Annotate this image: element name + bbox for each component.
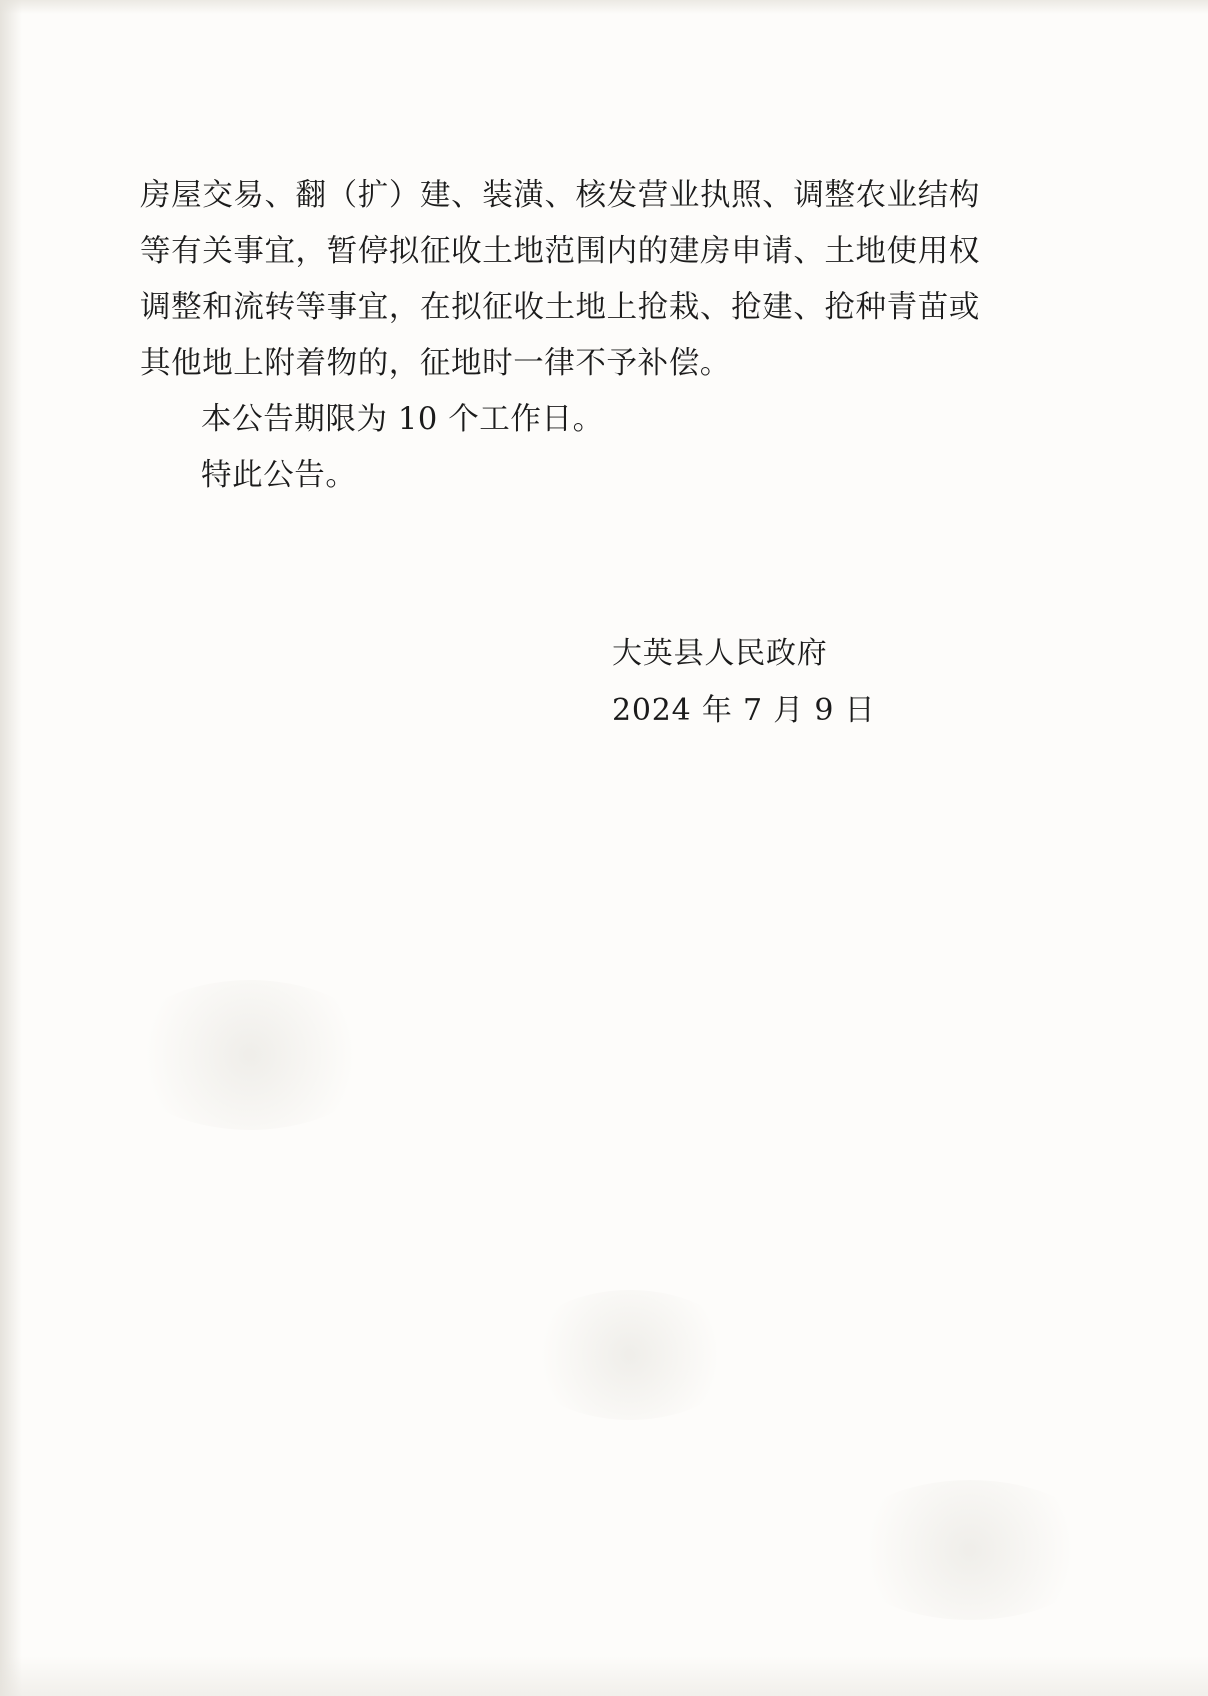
scan-edge-bottom	[0, 1656, 1208, 1696]
scan-edge-top	[0, 0, 1208, 14]
scan-blotch	[120, 980, 380, 1130]
scan-blotch	[840, 1480, 1100, 1620]
document-body	[140, 168, 980, 504]
scan-blotch	[520, 1290, 740, 1420]
paragraph-notice-period: 本公告期限为 10 个工作日。	[201, 402, 604, 437]
paragraph-continuation: 房屋交易、翻（扩）建、装潢、核发营业执照、调整农业结构等有关事宜，暂停拟征收土地范围内的建房申请、土地使用权调整和流转等事宜，在拟征收土地上抢栽、抢建、抢种青苗或其他地上附着物的，征地时一律不予补偿。	[140, 178, 980, 381]
signature-issuer: 大英县人民政府	[612, 636, 828, 671]
scan-edge-left	[0, 0, 22, 1696]
paragraph-closing: 特此公告。	[201, 458, 357, 493]
signature-date: 2024 年 7 月 9 日	[612, 693, 876, 728]
signature-block	[612, 625, 942, 739]
